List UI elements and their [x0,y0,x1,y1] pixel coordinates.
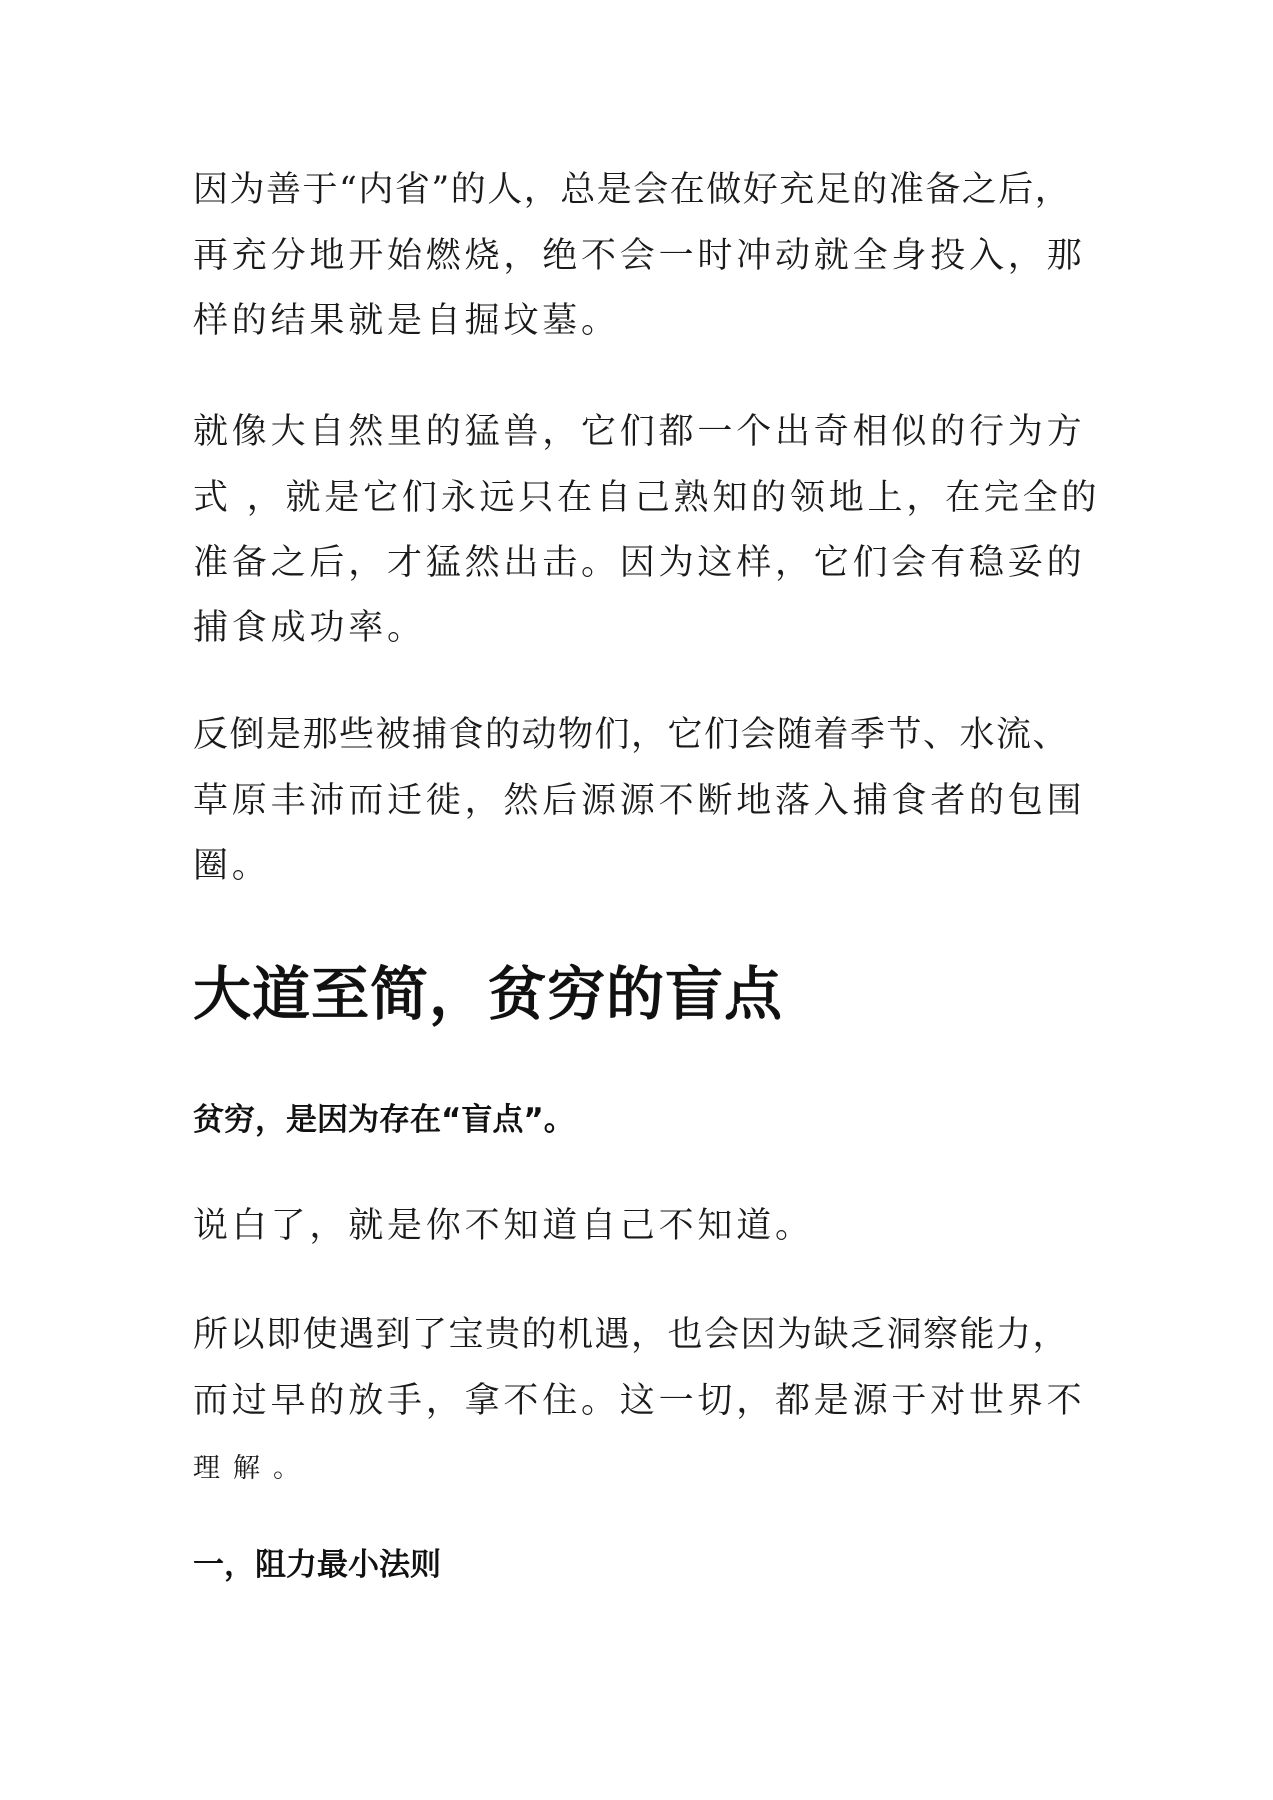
paragraph-1-line-3: 样的结果就是自掘坟墓。 [193,301,620,341]
bold-statement: 贫穷，是因为存在“盲点”。 [193,1102,575,1138]
paragraph-3-line-2: 草原丰沛而迁徙，然后源源不断地落入捕食者的包围 [193,781,1086,821]
paragraph-4-line-1: 说白了，就是你不知道自己不知道。 [193,1206,814,1246]
paragraph-5-line-2: 而过早的放手，拿不住。这一切，都是源于对世界不 [193,1381,1086,1421]
paragraph-3-line-1: 反倒是那些被捕食的动物们，它们会随着季节、水流、 [193,715,1070,755]
paragraph-1-line-1: 因为善于“内省”的人，总是会在做好充足的准备之后， [193,170,1072,210]
paragraph-2-line-1: 就像大自然里的猛兽，它们都一个出奇相似的行为方 [193,412,1086,452]
paragraph-2-line-3: 准备之后，才猛然出击。因为这样，它们会有稳妥的 [193,543,1086,583]
paragraph-1-line-2: 再充分地开始燃烧，绝不会一时冲动就全身投入，那 [193,236,1086,276]
section-heading: 大道至简，贫穷的盲点 [193,960,784,1028]
paragraph-5-line-1: 所以即使遇到了宝贵的机遇，也会因为缺乏洞察能力， [193,1315,1070,1355]
paragraph-5-line-3: 理解。 [193,1453,313,1484]
paragraph-2-line-4: 捕食成功率。 [193,608,426,648]
subsection-heading: 一，阻力最小法则 [193,1547,441,1583]
paragraph-3-line-3: 圈。 [193,846,271,886]
paragraph-2-line-2: 式 ，就是它们永远只在自己熟知的领地上，在完全的 [193,478,1101,518]
